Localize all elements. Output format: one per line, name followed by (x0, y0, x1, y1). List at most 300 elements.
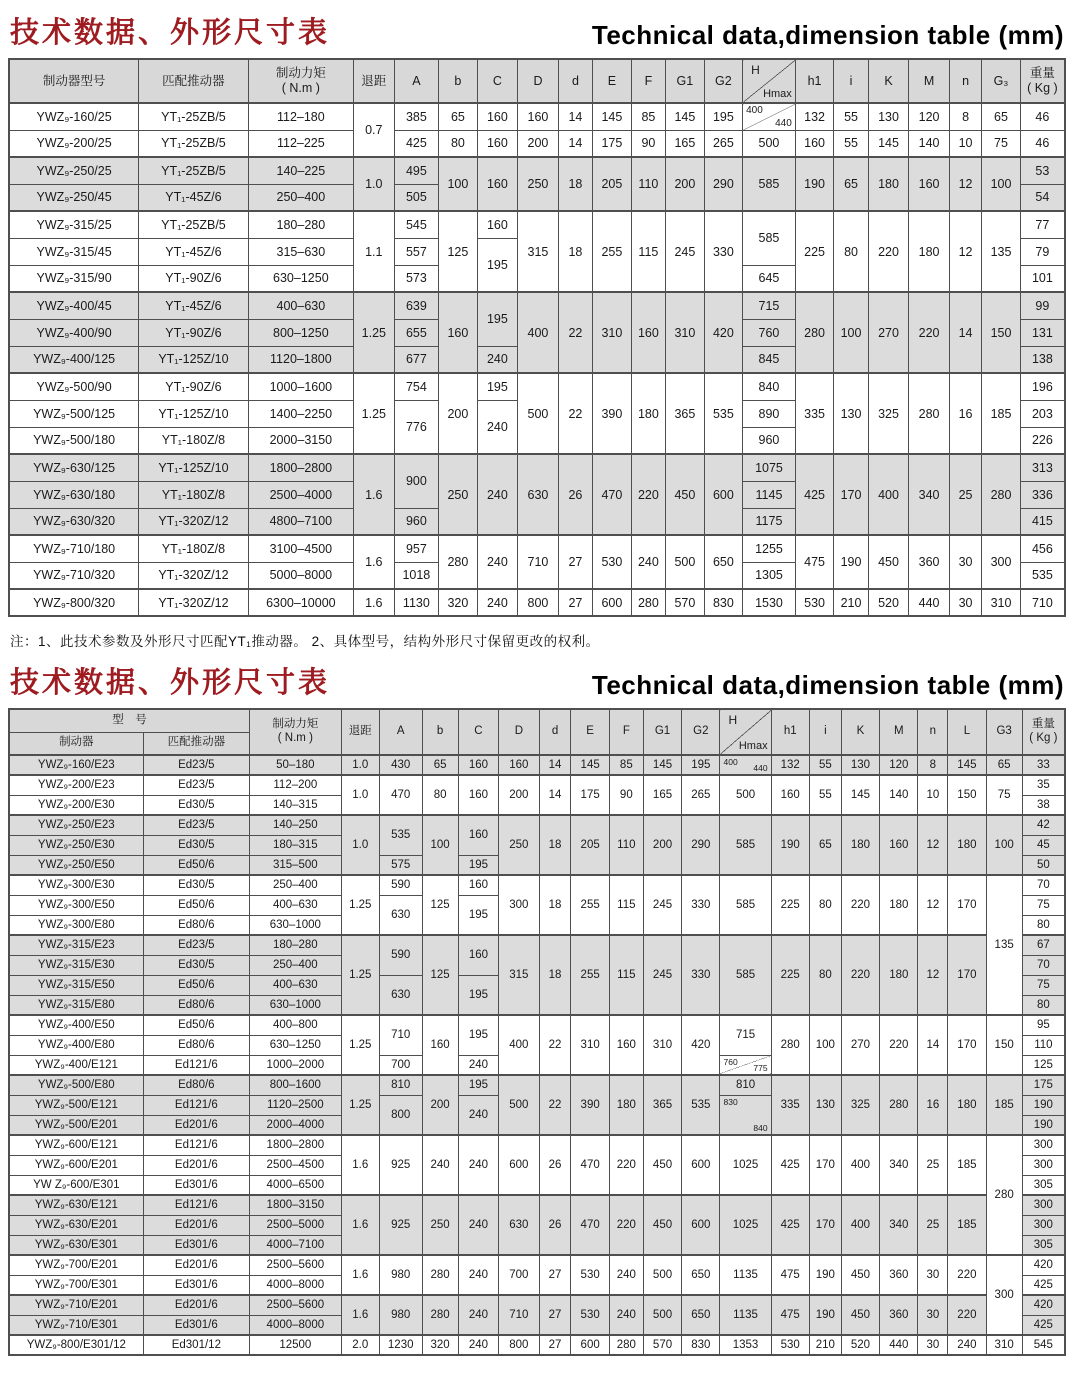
data-cell: 830 (682, 1335, 720, 1355)
data-cell: 205 (593, 157, 632, 211)
diag-lower-value: Hmax (738, 739, 768, 752)
data-cell: 535 (704, 373, 743, 454)
data-cell: 80 (422, 775, 458, 815)
data-cell: 225 (771, 935, 809, 1015)
data-cell: 6300–10000 (248, 589, 353, 616)
data-cell: 85 (609, 755, 643, 775)
data-cell: 5000–8000 (248, 562, 353, 589)
column-header-cell: F (609, 709, 643, 755)
data-cell: 175 (571, 775, 609, 815)
data-cell: 203 (1020, 400, 1065, 427)
data-cell: 2000–3150 (248, 427, 353, 454)
data-cell: 450 (666, 454, 705, 535)
table-row (9, 373, 1065, 400)
data-cell: 120 (909, 103, 950, 130)
data-cell: Ed23/5 (143, 935, 249, 955)
data-cell: 330 (682, 935, 720, 1015)
data-cell: 1000–1600 (248, 373, 353, 400)
column-header-cell: d (539, 709, 571, 755)
data-cell: 195 (458, 1015, 498, 1055)
data-cell: YT₁-180Z/8 (139, 481, 248, 508)
data-cell: 530 (771, 1335, 809, 1355)
data-cell: 26 (539, 1135, 571, 1195)
table-row (9, 535, 1065, 562)
data-cell: 240 (948, 1335, 986, 1355)
data-cell: 226 (1020, 427, 1065, 454)
data-cell: Ed121/6 (143, 1095, 249, 1115)
data-cell: YWZ₉-630/E301 (9, 1235, 143, 1255)
data-cell: 190 (1022, 1115, 1065, 1135)
data-cell: 570 (643, 1335, 681, 1355)
data-cell: 160 (795, 130, 834, 157)
data-cell: 140–315 (250, 795, 342, 815)
data-cell: 415 (1020, 508, 1065, 535)
column-header-cell: C (458, 709, 498, 755)
data-cell: YWZ₉-400/E50 (9, 1015, 143, 1035)
data-cell: 575 (379, 855, 422, 875)
data-cell: 240 (458, 1255, 498, 1295)
data-cell: 280 (880, 1075, 918, 1135)
diagonal-header-cell (743, 59, 796, 103)
data-cell: YWZ₉-315/45 (9, 238, 139, 265)
data-cell: 280 (982, 454, 1021, 535)
data-cell: YT₁-90Z/6 (139, 319, 248, 346)
data-cell: 180 (631, 373, 665, 454)
data-cell: 1.6 (354, 535, 395, 589)
data-cell: 160 (880, 815, 918, 875)
data-cell: 65 (982, 103, 1021, 130)
table-row (9, 211, 1065, 238)
data-cell: 505 (394, 184, 439, 211)
data-cell: 800–1600 (250, 1075, 342, 1095)
data-cell: 145 (948, 755, 986, 775)
data-cell: 145 (593, 103, 632, 130)
data-cell: 400–630 (250, 895, 342, 915)
table-row (9, 755, 1065, 775)
data-cell: 80 (439, 130, 478, 157)
data-cell: YWZ₉-400/125 (9, 346, 139, 373)
data-cell: 630 (379, 895, 422, 935)
data-cell: 1353 (720, 1335, 771, 1355)
data-cell: Ed301/6 (143, 1275, 249, 1295)
data-cell: YWZ₉-315/90 (9, 265, 139, 292)
data-cell: 450 (841, 1295, 879, 1335)
data-cell: 100 (439, 157, 478, 211)
data-cell: 65 (422, 755, 458, 775)
data-cell: 650 (682, 1255, 720, 1295)
column-header-cell: G1 (666, 59, 705, 103)
data-cell: 425 (1022, 1315, 1065, 1335)
data-cell: 160 (477, 157, 518, 211)
data-cell: 145 (868, 130, 909, 157)
data-cell: 573 (394, 265, 439, 292)
data-cell: 535 (1020, 562, 1065, 589)
column-header-cell: D (518, 59, 559, 103)
column-header-cell: n (918, 709, 948, 755)
table-row (9, 103, 1065, 130)
column-header-cell: M (909, 59, 950, 103)
data-cell: 75 (1022, 895, 1065, 915)
data-cell: 75 (982, 130, 1021, 157)
data-cell: 145 (841, 775, 879, 815)
data-cell: 360 (909, 535, 950, 589)
data-cell: YWZ₉-710/180 (9, 535, 139, 562)
data-cell: 425 (1022, 1275, 1065, 1295)
data-cell: 677 (394, 346, 439, 373)
section2-header (10, 660, 1064, 701)
data-cell: 8 (949, 103, 981, 130)
page-title-en-1: Technical data,dimension table (mm) (591, 20, 1064, 50)
data-cell: 310 (986, 1335, 1022, 1355)
data-cell: 100 (986, 815, 1022, 875)
data-cell: 250–400 (248, 184, 353, 211)
data-cell: 590 (379, 935, 422, 975)
data-cell: Ed121/6 (143, 1055, 249, 1075)
data-cell: 1400–2250 (248, 400, 353, 427)
data-cell: 65 (809, 815, 841, 875)
data-cell: 180–315 (250, 835, 342, 855)
data-cell: 35 (1022, 775, 1065, 795)
table-row (9, 1075, 1065, 1095)
data-cell: 430 (379, 755, 422, 775)
table-row (9, 1195, 1065, 1215)
data-cell: YWZ₉-250/25 (9, 157, 139, 184)
table-row (9, 1015, 1065, 1035)
data-cell: YWZ₉-200/25 (9, 130, 139, 157)
data-cell: 190 (809, 1295, 841, 1335)
data-cell: 210 (809, 1335, 841, 1355)
data-cell: 2.0 (341, 1335, 379, 1355)
data-cell: 600 (704, 454, 743, 535)
data-cell: YT₁-125Z/10 (139, 400, 248, 427)
data-cell: 205 (571, 815, 609, 875)
data-cell: YWZ₉-600/E121 (9, 1135, 143, 1155)
data-cell: 220 (948, 1295, 986, 1335)
data-cell: 400–630 (248, 292, 353, 319)
data-cell: 170 (948, 935, 986, 1015)
data-cell: Ed30/5 (143, 835, 249, 855)
data-cell: 280 (909, 373, 950, 454)
data-cell: YT₁-45Z/6 (139, 238, 248, 265)
data-cell: 145 (643, 755, 681, 775)
data-cell: YWZ₉-250/E50 (9, 855, 143, 875)
data-cell: 600 (682, 1195, 720, 1255)
data-cell: 130 (809, 1075, 841, 1135)
data-cell: 310 (571, 1015, 609, 1075)
data-cell: 110 (631, 157, 665, 211)
data-cell: 45 (1022, 835, 1065, 855)
diag-upper-value: H (728, 713, 738, 727)
data-cell: 590 (379, 875, 422, 895)
data-cell: 101 (1020, 265, 1065, 292)
data-cell: 195 (458, 895, 498, 935)
data-cell: 520 (841, 1335, 879, 1355)
data-cell: YWZ₉-700/E201 (9, 1255, 143, 1275)
data-cell: 140–250 (250, 815, 342, 835)
data-cell: 240 (631, 535, 665, 589)
data-cell: 450 (643, 1135, 681, 1195)
data-cell: 300 (1022, 1135, 1065, 1155)
data-cell: 240 (609, 1255, 643, 1295)
data-cell: Ed80/6 (143, 915, 249, 935)
data-cell: 265 (682, 775, 720, 815)
data-cell: 320 (422, 1335, 458, 1355)
data-cell: 2500–4500 (250, 1155, 342, 1175)
data-cell: 385 (394, 103, 439, 130)
data-cell: 55 (834, 103, 868, 130)
diag-lower-value: 840 (753, 1123, 768, 1133)
table-row (9, 815, 1065, 835)
data-cell: 175 (593, 130, 632, 157)
data-cell: 25 (949, 454, 981, 535)
page-title-cn-2: 技术数据、外形尺寸表 (10, 667, 331, 699)
data-cell: 585 (743, 157, 796, 211)
data-cell: 840 (743, 373, 796, 400)
data-cell: 0.7 (354, 103, 395, 157)
page-title-cn-1: 技术数据、外形尺寸表 (10, 17, 331, 49)
data-cell: 336 (1020, 481, 1065, 508)
data-cell: 325 (841, 1075, 879, 1135)
data-cell: 125 (422, 935, 458, 1015)
data-cell: YWZ₉-300/E50 (9, 895, 143, 915)
data-cell: 300 (1022, 1215, 1065, 1235)
data-cell: 195 (477, 292, 518, 346)
data-cell: 67 (1022, 935, 1065, 955)
data-cell: 200 (422, 1075, 458, 1135)
data-cell: 1305 (743, 562, 796, 589)
data-cell: 470 (571, 1195, 609, 1255)
data-cell: 585 (743, 211, 796, 265)
data-cell: 310 (982, 589, 1021, 616)
data-cell: 14 (949, 292, 981, 373)
table-row (9, 935, 1065, 955)
data-cell: 535 (379, 815, 422, 855)
data-cell: 190 (809, 1255, 841, 1295)
data-cell: 160 (458, 875, 498, 895)
data-cell: 180–280 (248, 211, 353, 238)
data-cell: 170 (948, 875, 986, 935)
data-cell: 710 (1020, 589, 1065, 616)
data-cell: 180 (609, 1075, 643, 1135)
data-cell: 400 (841, 1135, 879, 1195)
data-cell: Ed301/12 (143, 1335, 249, 1355)
data-cell: 1.1 (354, 211, 395, 292)
data-cell: 130 (868, 103, 909, 130)
data-cell: YWZ₉-400/90 (9, 319, 139, 346)
data-cell: 79 (1020, 238, 1065, 265)
table-row (9, 130, 1065, 157)
data-cell: 42 (1022, 815, 1065, 835)
data-cell: 250–400 (250, 875, 342, 895)
data-cell: 255 (593, 211, 632, 292)
column-header-cell: b (439, 59, 478, 103)
data-cell: Ed50/6 (143, 975, 249, 995)
diagonal-data-cell (720, 755, 771, 775)
data-cell: 335 (771, 1075, 809, 1135)
data-cell: 30 (949, 589, 981, 616)
data-cell: 545 (1022, 1335, 1065, 1355)
data-cell: 440 (909, 589, 950, 616)
data-cell: 4800–7100 (248, 508, 353, 535)
data-cell: 18 (558, 211, 592, 292)
data-cell: Ed50/6 (143, 855, 249, 875)
data-cell: 220 (948, 1255, 986, 1295)
data-cell: YT₁-25ZB/5 (139, 130, 248, 157)
data-cell: 240 (477, 454, 518, 535)
data-cell: 14 (539, 755, 571, 775)
data-cell: 85 (631, 103, 665, 130)
data-cell: 180 (880, 875, 918, 935)
data-cell: 315–630 (248, 238, 353, 265)
data-cell: 520 (868, 589, 909, 616)
data-cell: 1000–2000 (250, 1055, 342, 1075)
data-cell: 80 (1022, 915, 1065, 935)
data-cell: 1.6 (341, 1195, 379, 1255)
data-cell: 1.25 (341, 1075, 379, 1135)
data-cell: 160 (499, 755, 539, 775)
data-cell: 280 (422, 1295, 458, 1335)
data-cell: 240 (458, 1195, 498, 1255)
data-cell: 1.6 (341, 1295, 379, 1335)
data-cell: Ed30/5 (143, 875, 249, 895)
data-cell: 70 (1022, 955, 1065, 975)
data-cell: 1.25 (341, 875, 379, 935)
data-cell: 925 (379, 1195, 422, 1255)
data-cell: 18 (539, 815, 571, 875)
diagonal-header-cell (720, 709, 771, 755)
data-cell: 30 (918, 1335, 948, 1355)
data-cell: 500 (743, 130, 796, 157)
data-cell: 450 (841, 1255, 879, 1295)
data-cell: Ed201/6 (143, 1115, 249, 1135)
data-cell: 800 (379, 1095, 422, 1135)
data-cell: 170 (948, 1015, 986, 1075)
data-cell: Ed30/5 (143, 795, 249, 815)
data-cell: 3100–4500 (248, 535, 353, 562)
data-cell: 55 (834, 130, 868, 157)
data-cell: 240 (477, 400, 518, 454)
data-cell: 639 (394, 292, 439, 319)
data-cell: 715 (743, 292, 796, 319)
data-cell: 110 (1022, 1035, 1065, 1055)
data-cell: 160 (518, 103, 559, 130)
data-cell: 14 (558, 130, 592, 157)
data-cell: 185 (948, 1195, 986, 1255)
data-cell: 55 (809, 775, 841, 815)
data-cell: 50–180 (250, 755, 342, 775)
data-cell: 54 (1020, 184, 1065, 211)
data-cell: 420 (1022, 1295, 1065, 1315)
data-cell: 27 (539, 1295, 571, 1335)
data-cell: 77 (1020, 211, 1065, 238)
data-cell: 1.25 (354, 373, 395, 454)
data-cell: 1.6 (354, 589, 395, 616)
data-cell: 400 (518, 292, 559, 373)
data-cell: 980 (379, 1295, 422, 1335)
column-header-cell: A (394, 59, 439, 103)
table-row (9, 1335, 1065, 1355)
data-cell: 2500–5000 (250, 1215, 342, 1235)
data-cell: 27 (558, 535, 592, 589)
data-cell: 2500–4000 (248, 481, 353, 508)
data-cell: 390 (571, 1075, 609, 1135)
data-cell: Ed201/6 (143, 1255, 249, 1275)
data-cell: 135 (986, 875, 1022, 1015)
data-cell: 125 (422, 875, 458, 935)
data-cell: 220 (609, 1195, 643, 1255)
data-cell: 325 (868, 373, 909, 454)
column-header-cell: K (841, 709, 879, 755)
data-cell: 1145 (743, 481, 796, 508)
data-cell: 160 (458, 755, 498, 775)
data-cell: 90 (631, 130, 665, 157)
data-cell: 27 (539, 1335, 571, 1355)
data-cell: 150 (986, 1015, 1022, 1075)
data-cell: 630 (518, 454, 559, 535)
data-cell: Ed80/6 (143, 1075, 249, 1095)
data-cell: 240 (609, 1295, 643, 1335)
data-cell: 26 (558, 454, 592, 535)
data-cell: 1.6 (341, 1135, 379, 1195)
column-header-cell: E (593, 59, 632, 103)
data-cell: 1530 (743, 589, 796, 616)
data-cell: 26 (539, 1195, 571, 1255)
data-cell: 135 (982, 211, 1021, 292)
data-cell: 1255 (743, 535, 796, 562)
data-cell: 255 (571, 935, 609, 1015)
data-cell: 1.25 (341, 935, 379, 1015)
data-cell: 570 (666, 589, 705, 616)
column-header-cell: h1 (771, 709, 809, 755)
data-cell: 810 (720, 1075, 771, 1095)
data-cell: 190 (834, 535, 868, 589)
data-cell: 1018 (394, 562, 439, 589)
data-cell: 420 (704, 292, 743, 373)
data-cell: 470 (379, 775, 422, 815)
data-cell: 1120–1800 (248, 346, 353, 373)
data-cell: 1800–2800 (248, 454, 353, 481)
data-cell: 1135 (720, 1295, 771, 1335)
data-cell: YWZ₉-315/E50 (9, 975, 143, 995)
data-cell: 290 (704, 157, 743, 211)
data-cell: 470 (593, 454, 632, 535)
diag-lower-value: 440 (775, 117, 792, 129)
data-cell: 250 (439, 454, 478, 535)
data-cell: 650 (704, 535, 743, 589)
data-cell: 200 (643, 815, 681, 875)
diag-upper-value: H (751, 63, 760, 77)
data-cell: 18 (539, 935, 571, 1015)
data-cell: 250 (499, 815, 539, 875)
data-cell: Ed30/5 (143, 955, 249, 975)
data-cell: 12 (918, 935, 948, 1015)
data-cell: 450 (868, 535, 909, 589)
data-cell: 46 (1020, 103, 1065, 130)
diagonal-data-cell (720, 1095, 771, 1135)
data-cell: 557 (394, 238, 439, 265)
data-cell: 305 (1022, 1235, 1065, 1255)
data-cell: 1175 (743, 508, 796, 535)
technical-table-yt-thruster (8, 58, 1066, 617)
data-cell: 160 (458, 775, 498, 815)
data-cell: 30 (949, 535, 981, 589)
table-row (9, 1135, 1065, 1155)
diag-lower-value: Hmax (763, 87, 792, 100)
data-cell: 22 (539, 1015, 571, 1075)
data-cell: YT₁-180Z/8 (139, 535, 248, 562)
data-cell: YT₁-320Z/12 (139, 562, 248, 589)
data-cell: 280 (422, 1255, 458, 1295)
